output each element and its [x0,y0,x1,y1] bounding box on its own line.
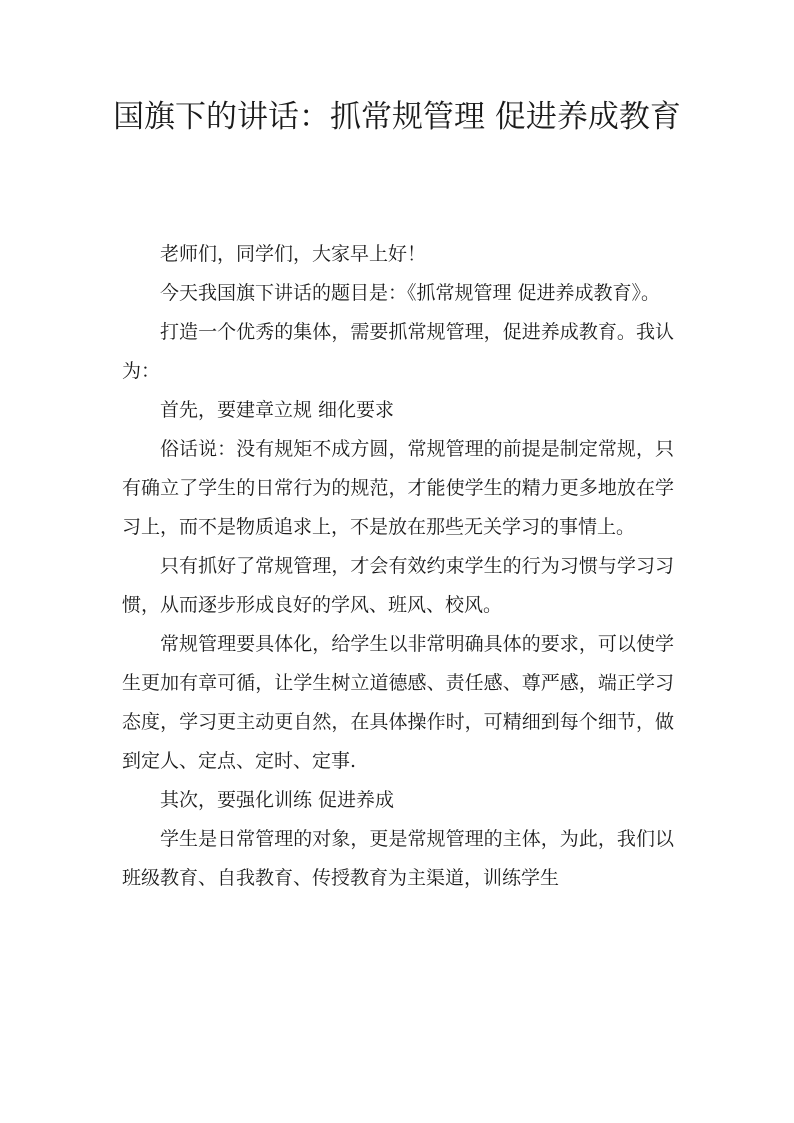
paragraph-training: 学生是日常管理的对象，更是常规管理的主体，为此，我们以班级教育、自我教育、传授教育为主渠道，训练学生 [122,828,674,889]
paragraph-greeting: 老师们，同学们，大家早上好！ [160,243,427,265]
paragraph-intro: 打造一个优秀的集体，需要抓常规管理，促进养成教育。我认为： [122,321,674,382]
paragraph-rules: 俗话说：没有规矩不成方圆，常规管理的前提是制定常规，只有确立了学生的日常行为的规范，才能使学生的精力更多地放在学习上，而不是物质追求上，不是放在那些无关学习的事情上。 [122,438,674,538]
document-body [122,235,674,898]
paragraph-heading-second: 其次，要强化训练 促进养成 [160,789,395,811]
paragraph-habits: 只有抓好了常规管理，才会有效约束学生的行为习惯与学习习惯，从而逐步形成良好的学风、班风、校风。 [122,555,674,616]
paragraph-specific: 常规管理要具体化，给学生以非常明确具体的要求，可以使学生更加有章可循，让学生树立道德感、责任感、尊严感，端正学习态度，学习更主动更自然，在具体操作时，可精细到每个细节，做到定人、定点、定时、定事. [122,633,674,772]
paragraph-heading-first: 首先，要建章立规 细化要求 [160,399,395,421]
paragraph-topic: 今天我国旗下讲话的题目是：《抓常规管理 促进养成教育》。 [160,282,661,304]
document-title: 国旗下的讲话：抓常规管理 促进养成教育 [113,99,681,135]
